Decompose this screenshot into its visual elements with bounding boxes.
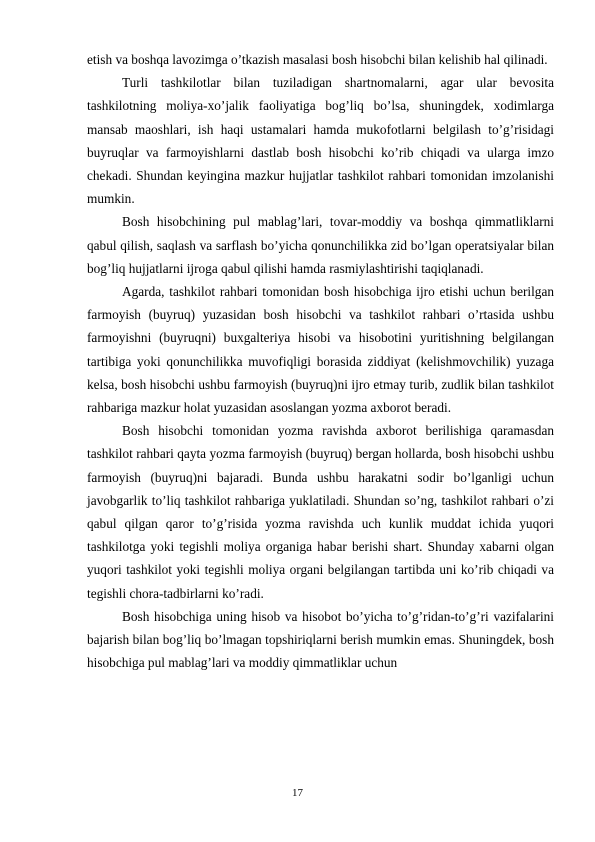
- page-number: 17: [292, 787, 303, 799]
- paragraph-restrictions: Bosh hisobchiga uning hisob va hisobot bo’yicha to’g’ridan-to’g’ri vazifalarini bajarish bilan bog’liq bo’lmagan topshiriqlarni berish mumkin emas. Shuningdek, bosh hisobchiga pul mablag’lari va moddiy qimmatliklar uchun: [87, 608, 554, 671]
- paragraph-continuation: etish va boshqa lavozimga o’tkazish masalasi bosh hisobchi bilan kelishib hal qilinadi.: [87, 52, 548, 67]
- paragraph-contracts: Turli tashkilotlar bilan tuziladigan shartnomalarni, agar ular bevosita tashkilotning moliya-xo’jalik faoliyatiga bog’liq bo’lsa, shuningdek, xodimlarga mansab maoshlari, ish haqi ustamalari hamda mukofotlarni belgilash to’g’risidagi buyruqlar va farmoyishlarni dastlab bosh hisobchi ko’rib chiqadi va ularga imzo chekadi. Shundan keyingina mazkur hujjatlar tashkilot rahbari tomonidan imzolanishi mumkin.: [87, 75, 554, 207]
- document-body: [87, 48, 554, 674]
- paragraph-prohibition: Bosh hisobchining pul mablag’lari, tovar-moddiy va boshqa qimmatliklarni qabul qilish, saqlash va sarflash bo’yicha qonunchilikka zid bo’lgan operatsiyalar bilan bog’liq hujjatlarni ijroga qabul qilishi hamda rasmiylashtirishi taqiqlanadi.: [87, 214, 554, 276]
- paragraph-disagreement: Agarda, tashkilot rahbari tomonidan bosh hisobchiga ijro etishi uchun berilgan farmoyish (buyruq) yuzasidan bosh hisobchi va tashkilot rahbari o’rtasida ushbu farmoyishni (buyruqni) buxgalteriya hisobi va hisobotini yuritishning belgilangan tartibiga yoki qonunchilikka muvofiqligi borasida ziddiyat (kelishmovchilik) yuzaga kelsa, bosh hisobchi ushbu farmoyish (buyruq)ni ijro etmay turib, zudlik bilan tashkilot rahbariga mazkur holat yuzasidan asoslangan yozma axborot beradi.: [87, 284, 554, 416]
- paragraph-repeat-order: Bosh hisobchi tomonidan yozma ravishda axborot berilishiga qaramasdan tashkilot rahbari qayta yozma farmoyish (buyruq) bergan hollarda, bosh hisobchi ushbu farmoyish (buyruq)ni bajaradi. Bunda ushbu harakatni sodir bo’lganligi uchun javobgarlik to’liq tashkilot rahbariga yuklatiladi. Shundan so’ng, tashkilot rahbari o’zi qabul qilgan qaror to’g’risida yozma ravishda uch kunlik muddat ichida yuqori tashkilotga yoki tegishli moliya organiga habar berishi shart. Shunday xabarni olgan yuqori tashkilot yoki tegishli moliya organi belgilangan tartibda uni ko’rib chiqadi va tegishli chora-tadbirlarni ko’radi.: [87, 423, 554, 601]
